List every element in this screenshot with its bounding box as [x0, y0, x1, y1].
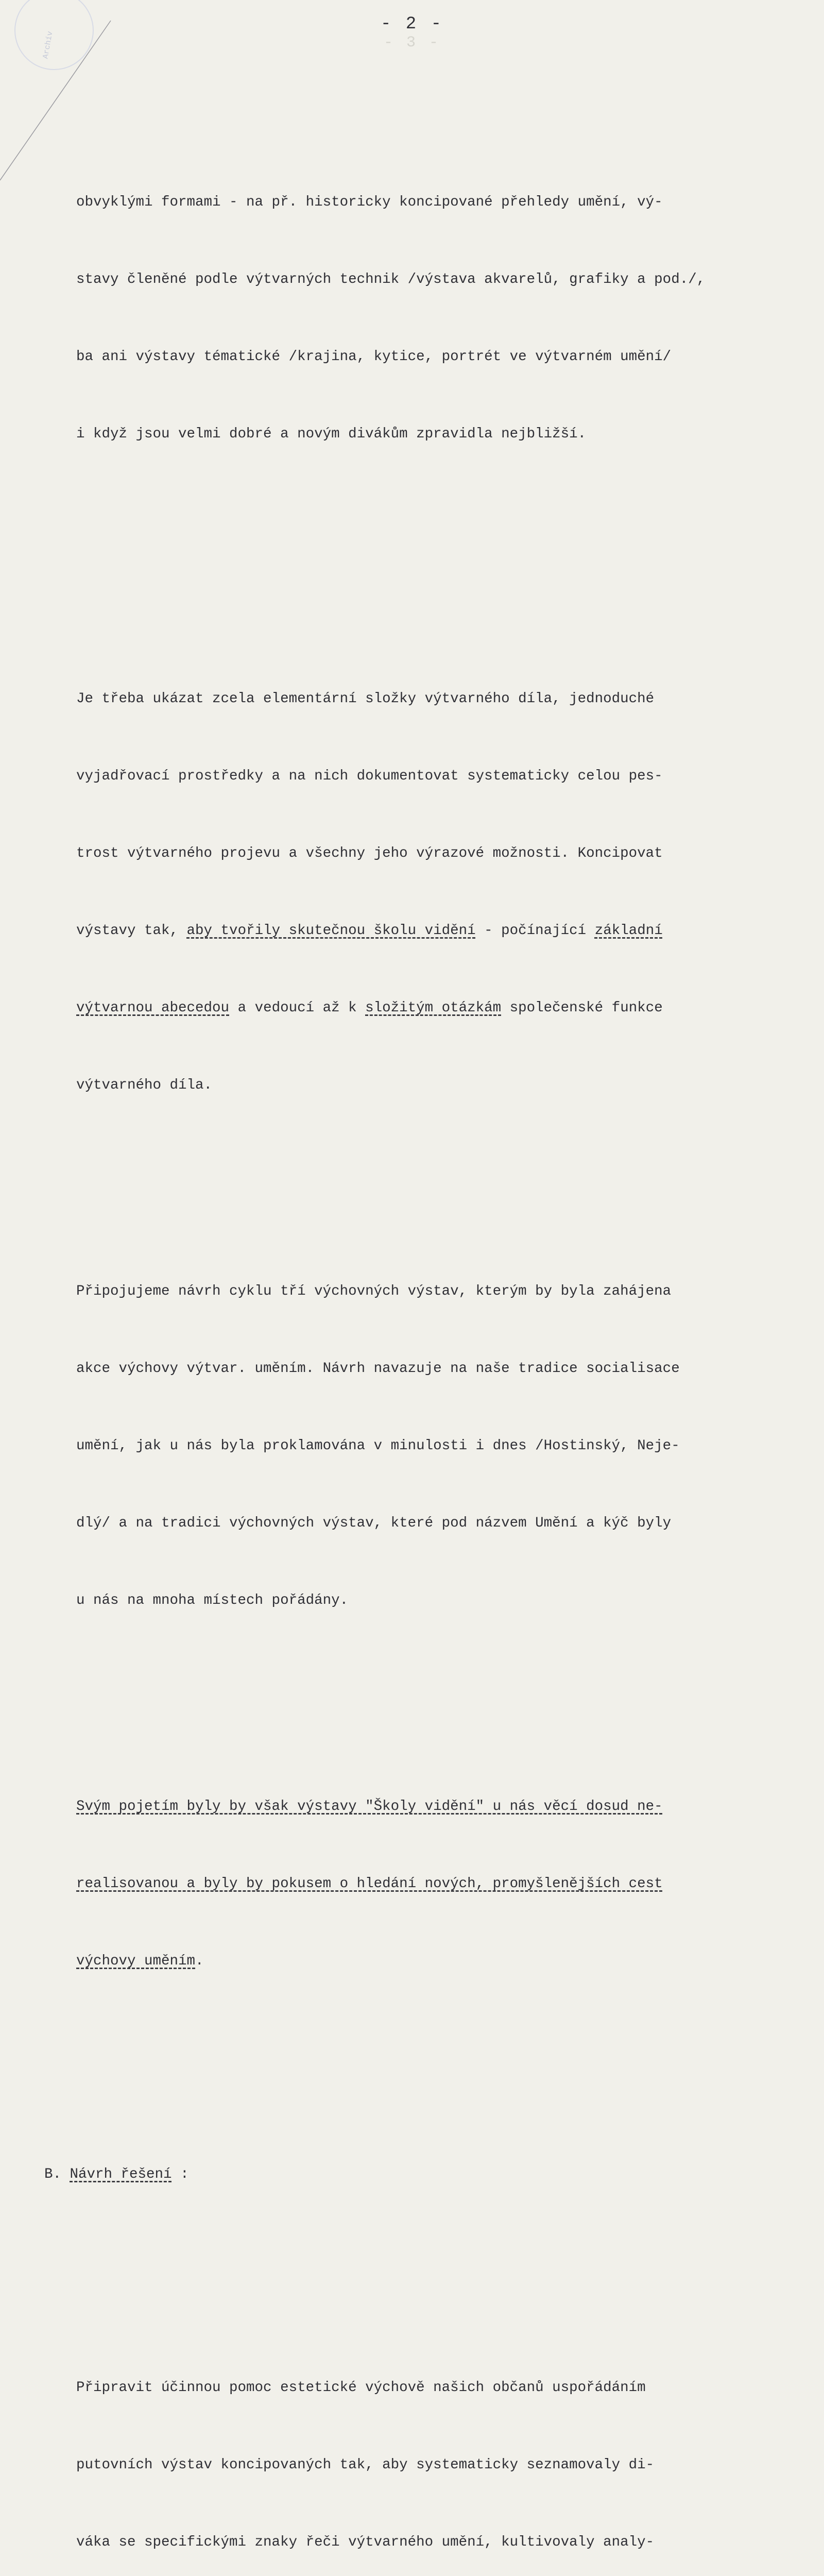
underlined-phrase: výtvarnou abecedou — [76, 1000, 230, 1016]
underlined-phrase: aby tvořily skutečnou školu vidění — [186, 923, 476, 939]
section-b-heading: B. Návrh řešení : — [44, 2166, 189, 2182]
text-line: Připravit účinnou pomoc estetické výchově našich občanů uspořádáním — [76, 2380, 646, 2396]
underlined-phrase: výchovy uměním — [76, 1953, 196, 1969]
bleed-through-page-number: - 3 - — [383, 34, 440, 52]
document-body — [44, 61, 808, 2576]
text-line: výtvarnou abecedou a vedoucí až k složitým otázkám společenské funkce — [76, 1000, 663, 1016]
underlined-line: realisovanou a byly by pokusem o hledání nových, promyšlenějších cest — [76, 1876, 663, 1892]
text-line: Je třeba ukázat zcela elementární složky výtvarného díla, jednoduché — [76, 691, 655, 707]
paragraph-2 — [76, 635, 808, 1150]
text-line: umění, jak u nás byla proklamována v minulosti i dnes /Hostinský, Neje- — [76, 1438, 680, 1454]
text-line: Připojujeme návrh cyklu tří výchovných výstav, kterým by byla zahájena — [76, 1283, 672, 1299]
text-line: i když jsou velmi dobré a novým divákům zpravidla nejbližší. — [76, 426, 587, 442]
paragraph-3 — [76, 1227, 808, 1665]
text-line: u nás na mnoha místech pořádány. — [76, 1592, 349, 1608]
text-line: dlý/ a na tradici výchovných výstav, které pod názvem Umění a kýč byly — [76, 1515, 672, 1531]
text-line: váka se specifickými znaky řeči výtvarného umění, kultivovaly analy- — [76, 2534, 655, 2550]
paragraph-1 — [76, 138, 808, 499]
text-line: obvyklými formami - na př. historicky koncipované přehledy umění, vý- — [76, 194, 663, 210]
text-line: stavy členěné podle výtvarných technik /výstava akvarelů, grafiky a pod./, — [76, 272, 706, 287]
paragraph-4 — [76, 1742, 808, 2026]
section-b-title: Návrh řešení — [70, 2166, 172, 2182]
underlined-phrase: základní — [594, 923, 663, 939]
page-number: - 2 - — [380, 14, 444, 34]
text-line: vyjadřovací prostředky a na nich dokumentovat systematicky celou pes- — [76, 768, 663, 784]
paragraph-5 — [76, 2324, 808, 2576]
text-line: výchovy uměním. — [76, 1953, 204, 1969]
underlined-line: Svým pojetím byly by však výstavy "Školy vidění" u nás věcí dosud ne- — [76, 1799, 663, 1815]
text-line: ba ani výstavy tématické /krajina, kytice, portrét ve výtvarném umění/ — [76, 349, 672, 365]
text-line: výstavy tak, aby tvořily skutečnou školu vidění - počínající základní — [76, 923, 663, 939]
text-line: trost výtvarného projevu a všechny jeho výrazové možnosti. Koncipovat — [76, 845, 663, 861]
text-line: výtvarného díla. — [76, 1077, 213, 1093]
text-line: akce výchovy výtvar. uměním. Návrh navazuje na naše tradice socialisace — [76, 1361, 680, 1377]
text-line: putovních výstav koncipovaných tak, aby systematicky seznamovaly di- — [76, 2457, 655, 2473]
underlined-phrase: složitým otázkám — [365, 1000, 502, 1016]
archive-stamp: Archív — [8, 0, 100, 76]
